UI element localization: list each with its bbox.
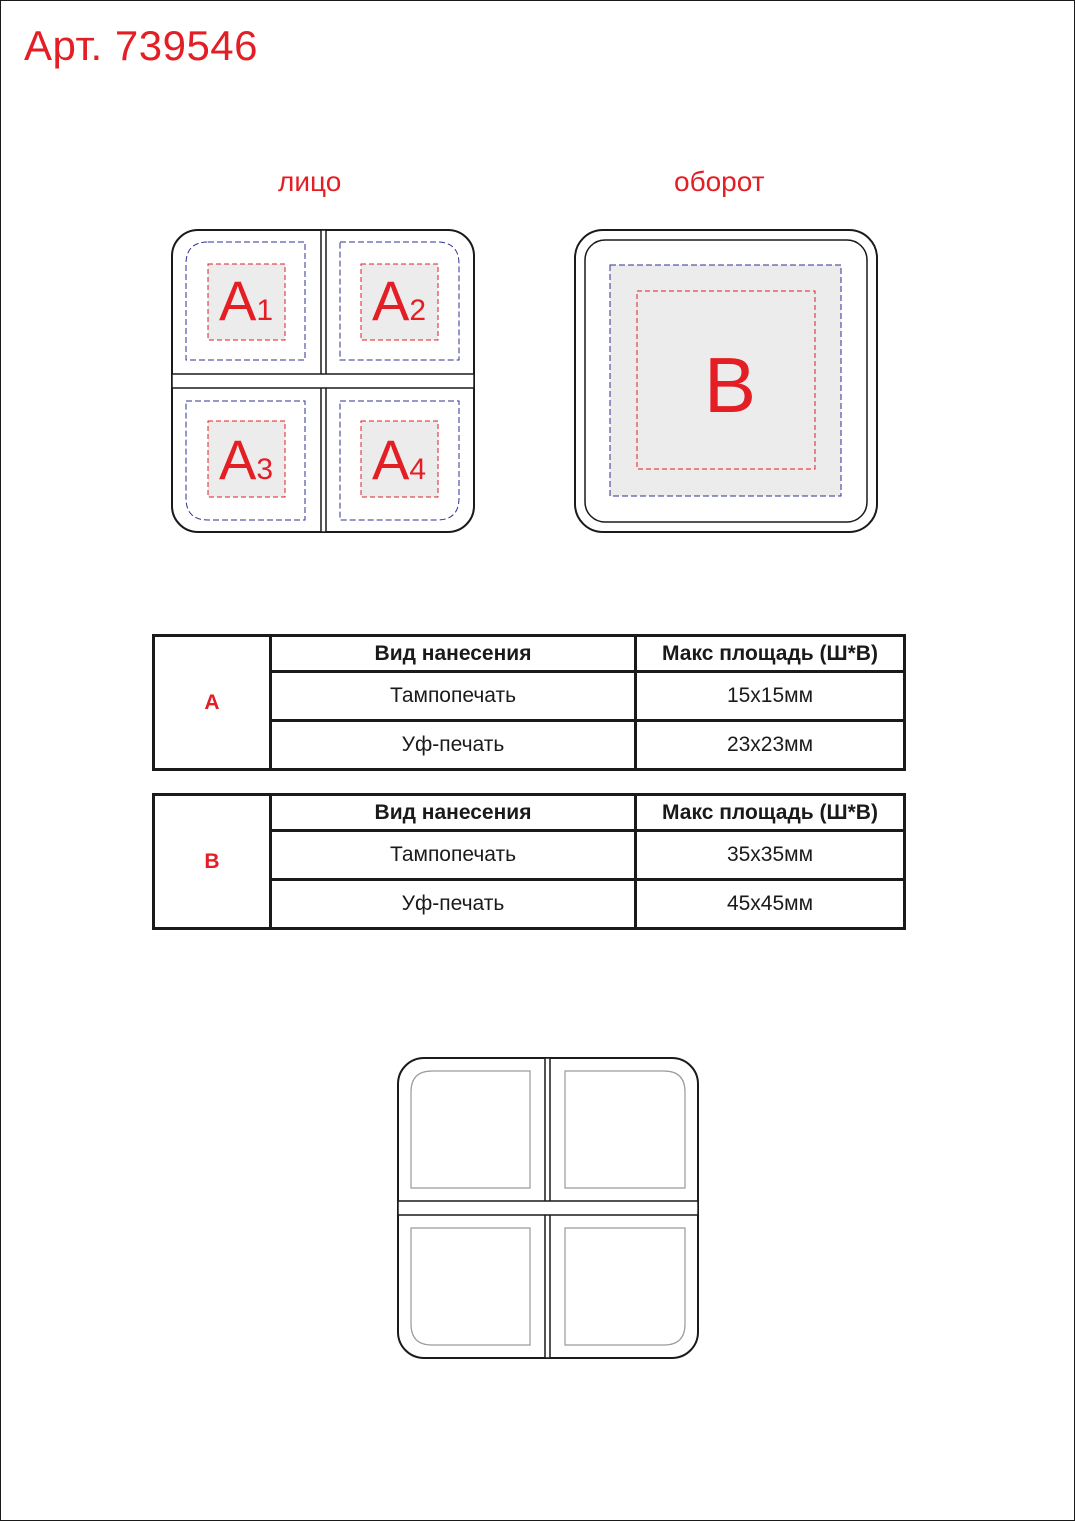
back-view-label: оборот (674, 166, 765, 197)
method-cell: Уф-печать (271, 721, 636, 770)
product-drawing (396, 1056, 702, 1362)
column-header-max-area: Макс площадь (Ш*В) (636, 636, 905, 672)
front-view-drawing (170, 228, 476, 534)
product-horizontal-divider (398, 1201, 698, 1215)
column-header-method: Вид нанесения (271, 795, 636, 831)
zone-a4-label: A4 (372, 428, 427, 491)
max-area-cell: 45x45мм (636, 880, 905, 929)
column-header-max-area: Макс площадь (Ш*В) (636, 795, 905, 831)
zone-a3-label: A3 (219, 428, 274, 491)
zone-a2-label: A2 (372, 269, 427, 332)
spec-table-b (152, 793, 906, 930)
method-cell: Тампопечать (271, 831, 636, 880)
front-view-label: лицо (278, 166, 342, 197)
front-horizontal-divider (172, 374, 474, 388)
max-area-cell: 35x35мм (636, 831, 905, 880)
spec-table-a (152, 634, 906, 771)
zone-b-label: B (703, 341, 757, 429)
back-view-drawing (573, 228, 879, 534)
method-cell: Тампопечать (271, 672, 636, 721)
method-cell: Уф-печать (271, 880, 636, 929)
max-area-cell: 23x23мм (636, 721, 905, 770)
table-zone-letter: B (154, 795, 271, 929)
max-area-cell: 15x15мм (636, 672, 905, 721)
article-title: Арт. 739546 (24, 22, 259, 69)
table-zone-letter: A (154, 636, 271, 770)
column-header-method: Вид нанесения (271, 636, 636, 672)
zone-a1-label: A1 (219, 269, 274, 332)
